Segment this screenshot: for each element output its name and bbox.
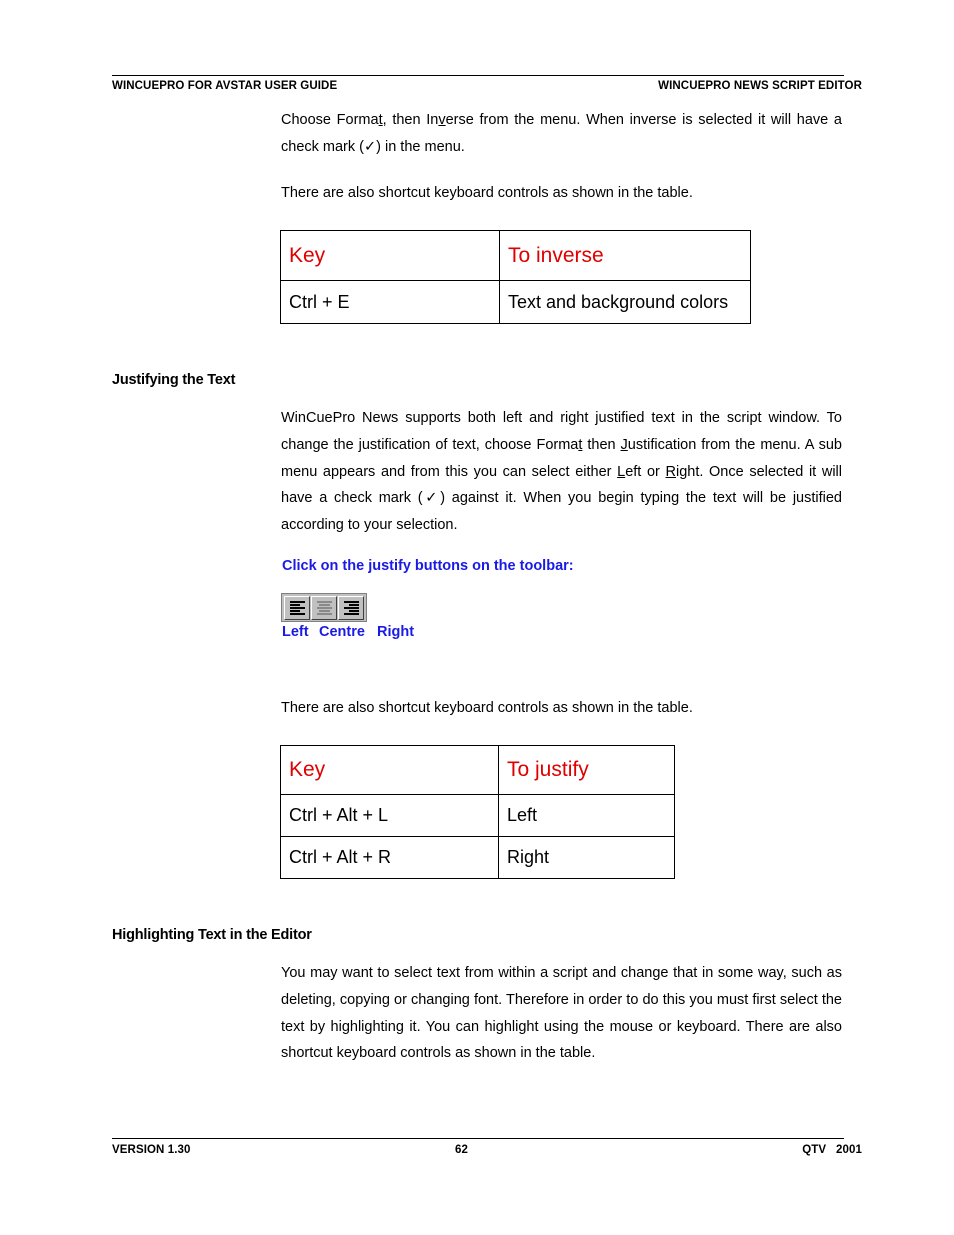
button-label-left: Left <box>282 624 309 640</box>
table-cell-key: Ctrl + Alt + R <box>281 837 499 879</box>
table-header-action: To inverse <box>500 231 751 281</box>
highlight-paragraph: You may want to select text from within a script and change that in some way, such as deleting, copying or changing font. Therefore in order to do this you must first select the text by highlighting it. You can highlight using the mouse or keyboard. There are also shortcut keyboard controls as shown in the table. <box>281 965 842 1062</box>
table-cell-action: Text and background colors <box>500 281 751 324</box>
align-centre-icon <box>316 600 334 616</box>
justify-right-button[interactable] <box>338 596 364 620</box>
justify-shortcut-note: There are also shortcut keyboard controls as shown in the table. <box>281 700 693 716</box>
header-rule <box>112 75 844 76</box>
footer-version: VERSION 1.30 <box>112 1144 191 1156</box>
footer-rule <box>112 1138 844 1139</box>
button-label-right: Right <box>377 624 415 640</box>
table-cell-key: Ctrl + Alt + L <box>281 795 499 837</box>
table-cell-action: Right <box>499 837 675 879</box>
justify-left-button[interactable] <box>284 596 310 620</box>
table-cell-action: Left <box>499 795 675 837</box>
justify-toolbar <box>281 593 367 622</box>
section-title-highlighting: Highlighting Text in the Editor <box>112 927 312 943</box>
justify-paragraph: WinCuePro News supports both left and right justified text in the script window. To change the justification of text, choose Format then Justification from the menu. A sub menu appears and from this you can select either Left or Right. Once selected it will have a check mark (✓) against it. When you begin typing the text will be justified according to your selection. <box>281 410 842 534</box>
page-number: 62 <box>455 1144 468 1156</box>
toolbar-caption: Click on the justify buttons on the toolbar: <box>282 558 574 574</box>
align-left-icon <box>289 600 307 616</box>
table-header-key: Key <box>281 231 500 281</box>
table-cell-key: Ctrl + E <box>281 281 500 324</box>
table-header-key: Key <box>281 746 499 795</box>
intro-paragraph: Choose Format, then Inverse from the menu. When inverse is selected it will have a check mark (✓) in the menu. <box>281 112 842 155</box>
justify-shortcut-table <box>280 745 675 879</box>
header-right: WINCUEPRO NEWS SCRIPT EDITOR <box>658 80 862 92</box>
section-title-justifying: Justifying the Text <box>112 372 236 388</box>
justify-centre-button[interactable] <box>311 596 337 620</box>
align-right-icon <box>343 600 361 616</box>
intro-shortcut-note: There are also shortcut keyboard controls as shown in the table. <box>281 185 693 201</box>
footer-right: QTV 2001 <box>802 1144 862 1156</box>
inverse-shortcut-table <box>280 230 751 324</box>
header-left: WINCUEPRO FOR AVSTAR USER GUIDE <box>112 80 338 92</box>
button-label-centre: Centre <box>319 624 365 640</box>
table-header-action: To justify <box>499 746 675 795</box>
